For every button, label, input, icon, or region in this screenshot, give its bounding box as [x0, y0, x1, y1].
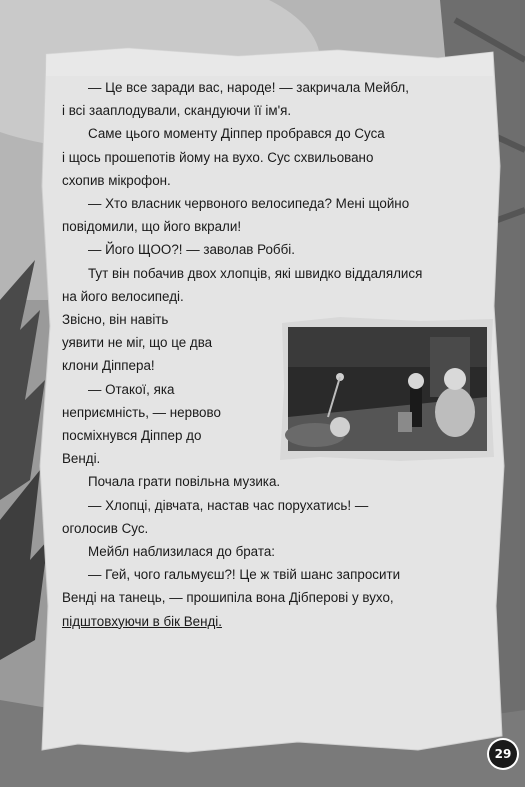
text-line-underlined: підштовхуючи в бік Венді. [62, 613, 222, 629]
text-line: — Хлопці, дівчата, настав час порухатись! — [88, 497, 369, 513]
text-line: повідомили, що його вкрали! [62, 219, 242, 235]
text-line [62, 610, 492, 633]
text-line: Мейбл наблизилася до брата: [88, 544, 275, 560]
text-line: схопив мікрофон. [62, 172, 171, 188]
text-line: Венді. [62, 451, 101, 467]
text-line: Звісно, він навіть [62, 312, 169, 328]
text-line: Венді на танець, — прошипіла вона Дібперові у вухо, [62, 590, 394, 606]
text-line: уявити не міг, що це два [62, 335, 213, 351]
text-line: Саме цього моменту Діппер пробрався до Суса [88, 126, 385, 142]
text-line: — Гей, чого гальмуєш?! Це ж твій шанс запросити [88, 567, 401, 583]
text-line: — Його ЩОО?! — заволав Роббі. [88, 242, 295, 258]
text-line: посміхнувся Діппер до [62, 428, 202, 444]
page-number: 29 [489, 740, 517, 768]
text-line: і всі зааплодували, скандуючи її ім'я. [62, 103, 292, 119]
text-line: на його велосипеді. [62, 288, 184, 304]
text-line: Тут він побачив двох хлопців, які швидко віддалялися [88, 265, 423, 281]
text-line: Почала грати повільна музика. [88, 474, 281, 490]
text-line: — Хто власник червоного велосипеда? Мені щойно [88, 196, 410, 212]
text-line: — Це все заради вас, народе! — закричала Мейбл, [88, 80, 409, 95]
text-line: — Отакої, яка [88, 381, 175, 397]
scene-illustration [280, 317, 495, 462]
text-line: і щось прошепотів йому на вухо. Сус схвильовано [62, 149, 374, 165]
text-line: клони Діппера! [62, 358, 155, 374]
text-line: неприємність, — нервово [62, 404, 221, 420]
text-line: оголосив Сус. [62, 520, 149, 536]
